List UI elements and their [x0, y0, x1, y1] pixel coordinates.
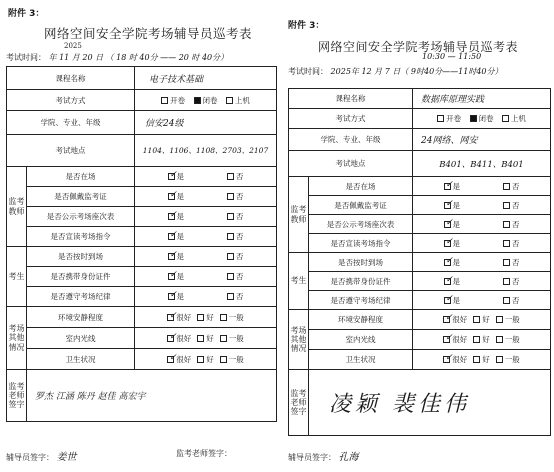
- counselor-sign-label: 辅导员签字：: [6, 453, 54, 462]
- check-item-label: 是否公示考场座次表: [27, 207, 135, 227]
- yes-no-cell: ✓ 是 否: [413, 177, 551, 196]
- major-label: 学院、专业、年级: [7, 111, 135, 135]
- closed-book-checkbox: [470, 115, 477, 122]
- computer-checkbox: [502, 115, 509, 122]
- yes-no-cell: ✓ 是 否: [413, 234, 551, 253]
- place-value: B401、B411、B401: [413, 151, 551, 177]
- yes-no-cell: ✓ 是 否: [135, 187, 277, 207]
- env-options-cell: ✓ 很好 好 一般: [135, 349, 277, 370]
- env-options-cell: ✓ 很好 好 一般: [135, 307, 277, 328]
- check-item-label: 是否佩戴监考证: [309, 196, 413, 215]
- course-label: 课程名称: [289, 89, 413, 109]
- place-value: 1104、1106、1108、2703、2107: [135, 135, 277, 167]
- method-options: 开卷 闭卷 上机: [135, 90, 277, 111]
- major-value: 信安24级: [135, 111, 277, 135]
- yes-no-cell: ✓ 是 否: [135, 167, 277, 187]
- counselor-sign-row: [288, 448, 359, 463]
- yes-no-cell: ✓ 是 否: [413, 272, 551, 291]
- yes-no-cell: ✓ 是 否: [135, 267, 277, 287]
- sign-group-label: 监考老师签字: [289, 370, 309, 436]
- env-options-cell: ✓ 很好 好 一般: [413, 310, 551, 330]
- env-options-cell: ✓ 很好 好 一般: [413, 330, 551, 350]
- check-item-label: 是否佩戴监考证: [27, 187, 135, 207]
- yes-no-cell: ✓ 是 否: [135, 247, 277, 267]
- exam-time-value: 2025年 12 月 7 日（ 9时40分——11时40分）: [330, 67, 503, 76]
- computer-checkbox: [226, 97, 233, 104]
- env-item-label: 环境安静程度: [27, 307, 135, 328]
- exam-time-value: 年 11 月 20 日 （ 18 时 40分 —— 20 时 40分）: [48, 53, 229, 62]
- form-title: 网络空间安全学院考场辅导员巡考表: [44, 26, 253, 41]
- proctor-signatures: 罗杰 江涵 陈丹 赵佳 高宏宇: [27, 370, 277, 422]
- env-group-label: 考场其他情况: [289, 310, 309, 370]
- counselor-sign-label: 辅导员签字：: [288, 453, 336, 462]
- teacher-sign-label: 监考老师签字：: [176, 449, 232, 458]
- major-value: 24网络、网安: [413, 129, 551, 151]
- closed-book-checkbox: [194, 97, 201, 104]
- proctor-group-label: 监考教师: [7, 167, 27, 247]
- check-item-label: 是否在场: [309, 177, 413, 196]
- yes-no-cell: ✓ 是 否: [413, 253, 551, 272]
- check-item-label: 是否宣读考场指令: [309, 234, 413, 253]
- check-item-label: 是否按时到场: [27, 247, 135, 267]
- course-label: 课程名称: [7, 67, 135, 90]
- proctor-group-label: 监考教师: [289, 177, 309, 253]
- exam-time-row: [6, 52, 228, 63]
- attachment-label: 附件 3：: [8, 9, 45, 19]
- check-item-label: 是否遵守考场纪律: [309, 291, 413, 310]
- yes-no-cell: ✓ 是 否: [413, 215, 551, 234]
- method-label: 考试方式: [7, 90, 135, 111]
- open-book-checkbox: [437, 115, 444, 122]
- check-item-label: 是否遵守考场纪律: [27, 287, 135, 307]
- env-item-label: 卫生状况: [309, 350, 413, 370]
- counselor-sign-value: 孔海: [338, 452, 359, 463]
- env-group-label: 考场其他情况: [7, 307, 27, 370]
- check-item-label: 是否按时到场: [309, 253, 413, 272]
- counselor-sign-value: 姜世: [56, 452, 77, 463]
- right-form-page: [282, 0, 554, 472]
- exam-time-label: 考试时间：: [288, 67, 328, 76]
- yes-no-cell: ✓ 是 否: [413, 196, 551, 215]
- handwritten-time-note: 10:30 — 11:50: [422, 52, 482, 61]
- env-options-cell: ✓ 很好 好 一般: [135, 328, 277, 349]
- proctor-signatures: 凌颖 裴佳伟: [309, 370, 551, 436]
- handwritten-year: 2025: [64, 42, 82, 50]
- course-value: 数据库原理实践: [413, 89, 551, 109]
- check-item-label: 是否公示考场座次表: [309, 215, 413, 234]
- inspection-table: [6, 66, 277, 422]
- student-group-label: 考生: [289, 253, 309, 310]
- place-label: 考试地点: [7, 135, 135, 167]
- attachment-label: 附件 3：: [288, 21, 325, 31]
- sign-group-label: 监考老师签字: [7, 370, 27, 422]
- check-item-label: 是否在场: [27, 167, 135, 187]
- yes-no-cell: ✓ 是 否: [135, 287, 277, 307]
- check-item-label: 是否宣读考场指令: [27, 227, 135, 247]
- exam-time-row: [288, 66, 503, 77]
- env-item-label: 卫生状况: [27, 349, 135, 370]
- open-book-checkbox: [161, 97, 168, 104]
- inspection-table: [288, 88, 551, 436]
- env-item-label: 室内光线: [27, 328, 135, 349]
- check-item-label: 是否携带身份证件: [309, 272, 413, 291]
- method-options: 开卷 闭卷 上机: [413, 109, 551, 129]
- yes-no-cell: ✓ 是 否: [413, 291, 551, 310]
- counselor-sign-row: [6, 448, 77, 463]
- student-group-label: 考生: [7, 247, 27, 307]
- major-label: 学院、专业、年级: [289, 129, 413, 151]
- method-label: 考试方式: [289, 109, 413, 129]
- env-item-label: 环境安静程度: [309, 310, 413, 330]
- env-options-cell: ✓ 很好 好 一般: [413, 350, 551, 370]
- place-label: 考试地点: [289, 151, 413, 177]
- form-title: 网络空间安全学院考场辅导员巡考表: [318, 40, 519, 54]
- course-value: 电子技术基础: [135, 67, 277, 90]
- yes-no-cell: ✓ 是 否: [135, 227, 277, 247]
- yes-no-cell: ✓ 是 否: [135, 207, 277, 227]
- env-item-label: 室内光线: [309, 330, 413, 350]
- exam-time-label: 考试时间：: [6, 53, 46, 62]
- check-item-label: 是否携带身份证件: [27, 267, 135, 287]
